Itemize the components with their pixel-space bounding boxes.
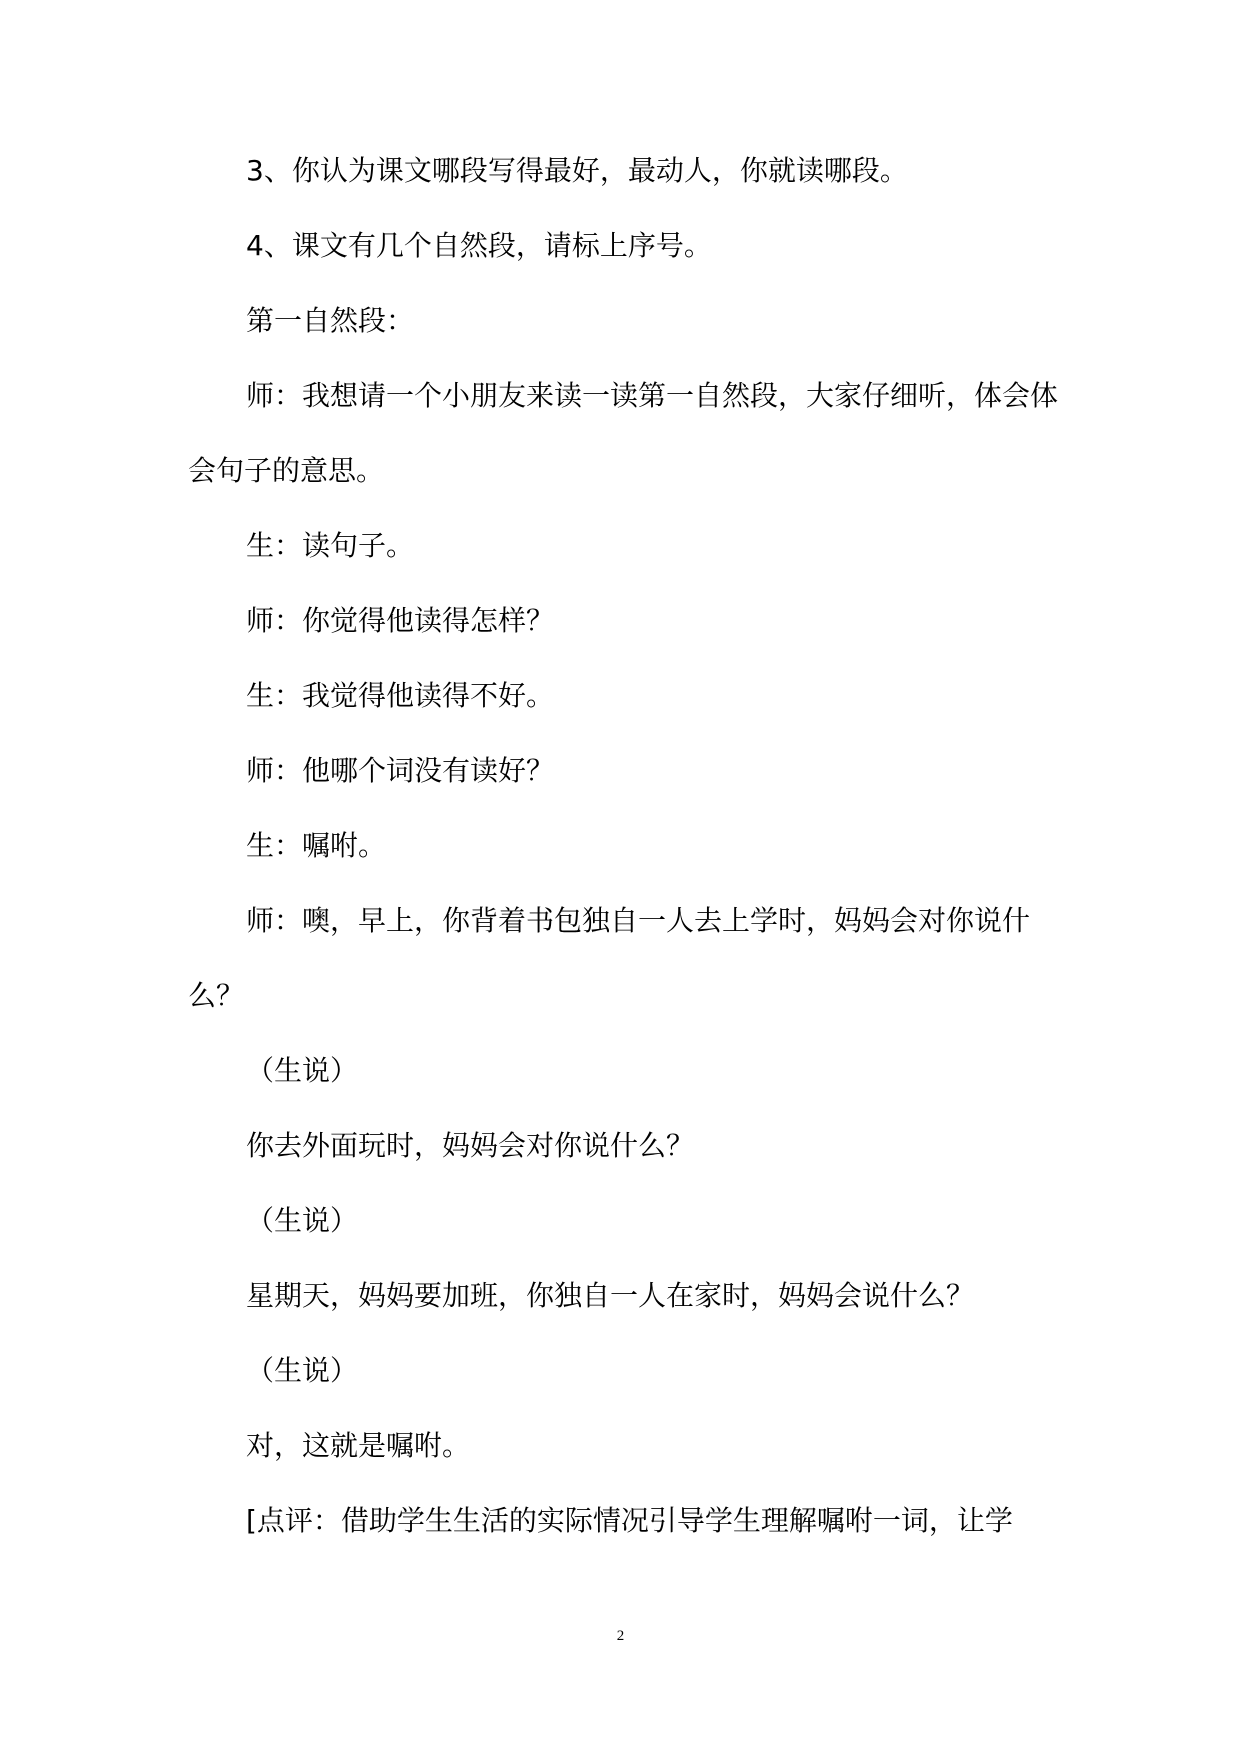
paragraph-section-heading: 第一自然段： — [246, 304, 415, 337]
page-number: 2 — [616, 1628, 625, 1644]
paragraph-student-3: 生：嘱咐。 — [246, 829, 387, 862]
paragraph-student-says-2: （生说） — [246, 1204, 359, 1237]
paragraph-question-2: 你去外面玩时，妈妈会对你说什么？ — [246, 1129, 695, 1162]
paragraph-comment: [点评：借助学生生活的实际情况引导学生理解嘱咐一词，让学 — [246, 1504, 1013, 1537]
paragraph-student-1: 生：读句子。 — [246, 529, 415, 562]
paragraph-conclusion: 对，这就是嘱咐。 — [246, 1429, 471, 1462]
paragraph-item-3: 3、你认为课文哪段写得最好，最动人，你就读哪段。 — [246, 154, 908, 187]
paragraph-student-says-3: （生说） — [246, 1354, 359, 1387]
paragraph-student-2: 生：我觉得他读得不好。 — [246, 679, 555, 712]
paragraph-question-3: 星期天，妈妈要加班，你独自一人在家时，妈妈会说什么？ — [246, 1279, 975, 1312]
paragraph-teacher-2: 师：你觉得他读得怎样？ — [246, 604, 555, 637]
paragraph-teacher-1: 师：我想请一个小朋友来读一读第一自然段，大家仔细听，体会体会句子的意思。 — [188, 379, 1059, 487]
paragraph-teacher-4: 师：噢，早上，你背着书包独自一人去上学时，妈妈会对你说什么？ — [188, 904, 1031, 1012]
paragraph-student-says-1: （生说） — [246, 1054, 359, 1087]
paragraph-item-4: 4、课文有几个自然段，请标上序号。 — [246, 229, 712, 262]
paragraph-teacher-3: 师：他哪个词没有读好？ — [246, 754, 555, 787]
